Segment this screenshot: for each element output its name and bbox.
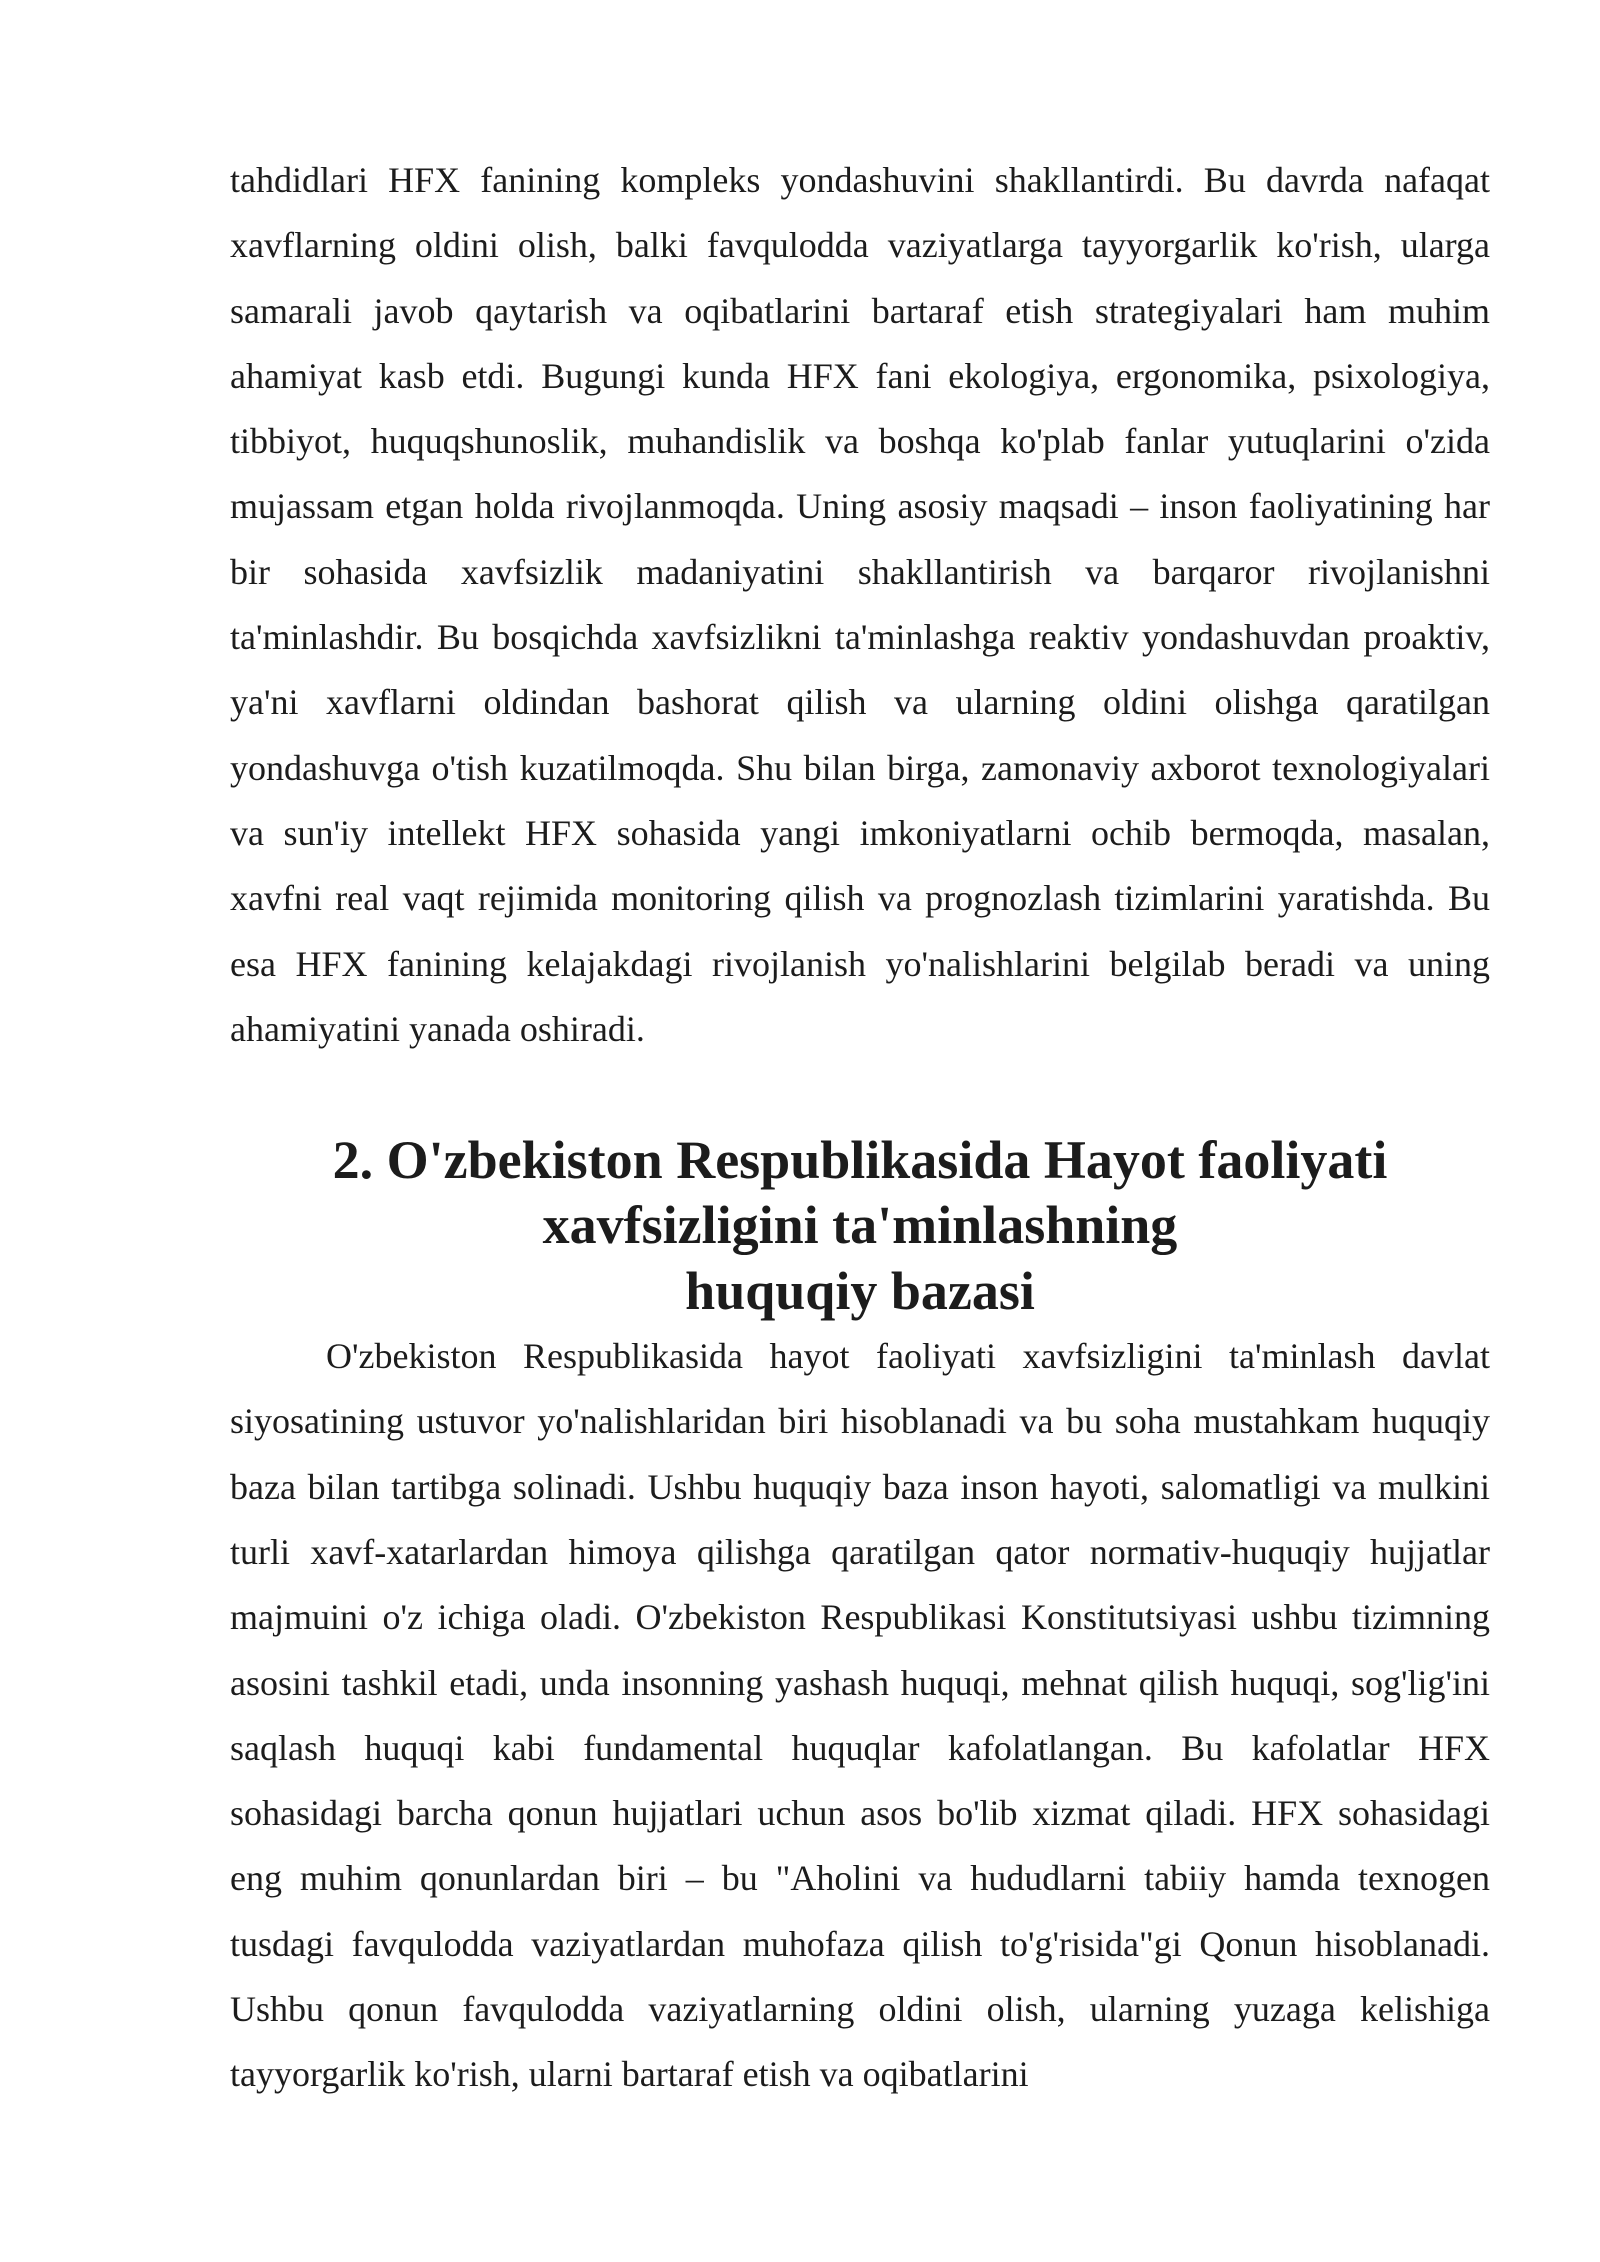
page-body [230, 148, 1490, 2108]
section-heading [230, 1128, 1490, 1324]
section-heading-line-1: 2. O'zbekiston Respublikasida Hayot faoliyati xavfsizligini ta'minlashning [332, 1130, 1388, 1256]
paragraph-legal-basis: O'zbekiston Respublikasida hayot faoliyati xavfsizligini ta'minlash davlat siyosatining ustuvor yo'nalishlaridan biri hisoblanadi va bu soha mustahkam huquqiy baza bilan tartibga solinadi. Ushbu huquqiy baza inson hayoti, salomatligi va mulkini turli xavf-xatarlardan himoya qilishga qaratilgan qator normativ-huquqiy hujjatlar majmuini o'z ichiga oladi. O'zbekiston Respublikasi Konstitutsiyasi ushbu tizimning asosini tashkil etadi, unda insonning yashash huquqi, mehnat qilish huquqi, sog'lig'ini saqlash huquqi kabi fundamental huquqlar kafolatlangan. Bu kafolatlar HFX sohasidagi barcha qonun hujjatlari uchun asos bo'lib xizmat qiladi. HFX sohasidagi eng muhim qonunlardan biri – bu "Aholini va hududlarni tabiiy hamda texnogen tusdagi favqulodda vaziyatlardan muhofaza qilish to'g'risida"gi Qonun hisoblanadi. Ushbu qonun favqulodda vaziyatlarning oldini olish, ularning yuzaga kelishiga tayyorgarlik ko'rish, ularni bartaraf etish va oqibatlarini [230, 1336, 1490, 2095]
paragraph-continuation: tahdidlari HFX fanining kompleks yondashuvini shakllantirdi. Bu davrda nafaqat xavflarning oldini olish, balki favqulodda vaziyatlarga tayyorgarlik ko'rish, ularga samarali javob qaytarish va oqibatlarini bartaraf etish strategiyalari ham muhim ahamiyat kasb etdi. Bugungi kunda HFX fani ekologiya, ergonomika, psixologiya, tibbiyot, huquqshunoslik, muhandislik va boshqa ko'plab fanlar yutuqlarini o'zida mujassam etgan holda rivojlanmoqda. Uning asosiy maqsadi – inson faoliyatining har bir sohasida xavfsizlik madaniyatini shakllantirish va barqaror rivojlanishni ta'minlashdir. Bu bosqichda xavfsizlikni ta'minlashga reaktiv yondashuvdan proaktiv, ya'ni xavflarni oldindan bashorat qilish va ularning oldini olishga qaratilgan yondashuvga o'tish kuzatilmoqda. Shu bilan birga, zamonaviy axborot texnologiyalari va sun'iy intellekt HFX sohasida yangi imkoniyatlarni ochib bermoqda, masalan, xavfni real vaqt rejimida monitoring qilish va prognozlash tizimlarini yaratishda. Bu esa HFX fanining kelajakdagi rivojlanish yo'nalishlarini belgilab beradi va uning ahamiyatini yanada oshiradi. [230, 160, 1490, 1049]
section-heading-line-2: huquqiy bazasi [685, 1260, 1035, 1321]
